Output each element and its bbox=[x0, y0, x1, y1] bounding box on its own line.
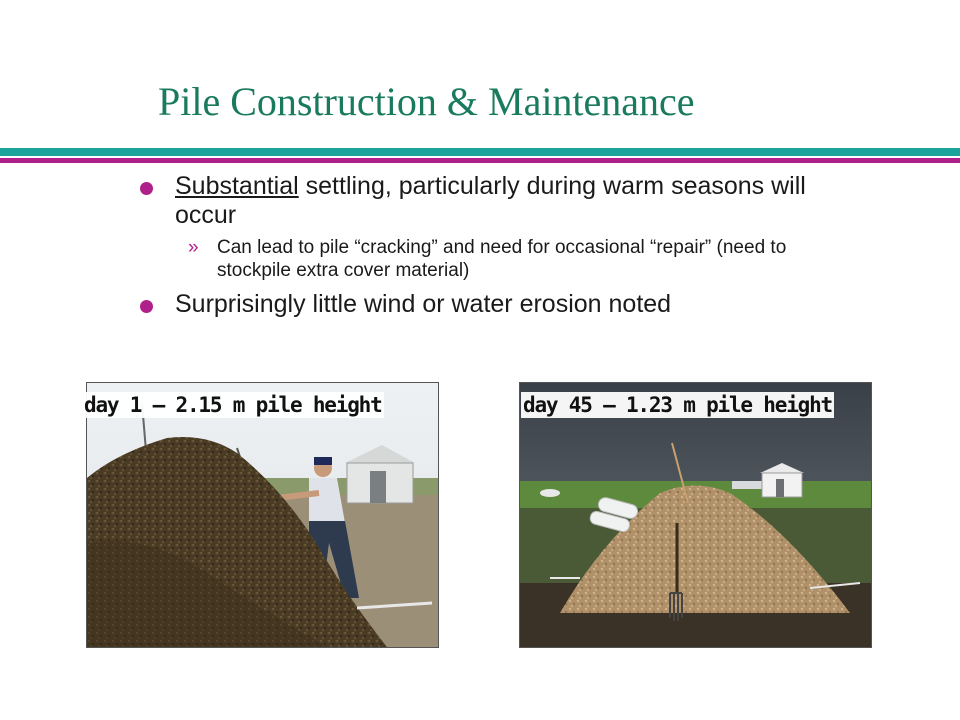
title-rule-magenta bbox=[0, 158, 960, 163]
photo-caption-day1: day 1 – 2.15 m pile height bbox=[84, 393, 382, 417]
sub-bullet-marker: » bbox=[188, 237, 199, 258]
slide-title: Pile Construction & Maintenance bbox=[158, 79, 695, 124]
sub-bullet-text: Can lead to pile “cracking” and need for occasional “repair” (need to stockpile extra cover material) bbox=[217, 237, 787, 281]
bullet-dot-icon bbox=[140, 300, 153, 313]
photo-caption-day45: day 45 – 1.23 m pile height bbox=[523, 393, 832, 417]
bullet-item bbox=[138, 172, 858, 230]
bullet-item bbox=[138, 290, 858, 319]
pile-day1-photo bbox=[86, 382, 439, 648]
bullet-text: Surprisingly little wind or water erosion noted bbox=[175, 290, 672, 318]
bullet-list bbox=[138, 172, 858, 319]
title-rule-teal bbox=[0, 148, 960, 156]
pile-day45-photo bbox=[519, 382, 872, 648]
bullet-dot-icon bbox=[140, 182, 153, 195]
bullet-text: settling, particularly during warm seasons will occur bbox=[175, 172, 806, 229]
sub-bullet-item bbox=[138, 236, 858, 282]
bullet-underlined-word: Substantial bbox=[175, 172, 299, 200]
